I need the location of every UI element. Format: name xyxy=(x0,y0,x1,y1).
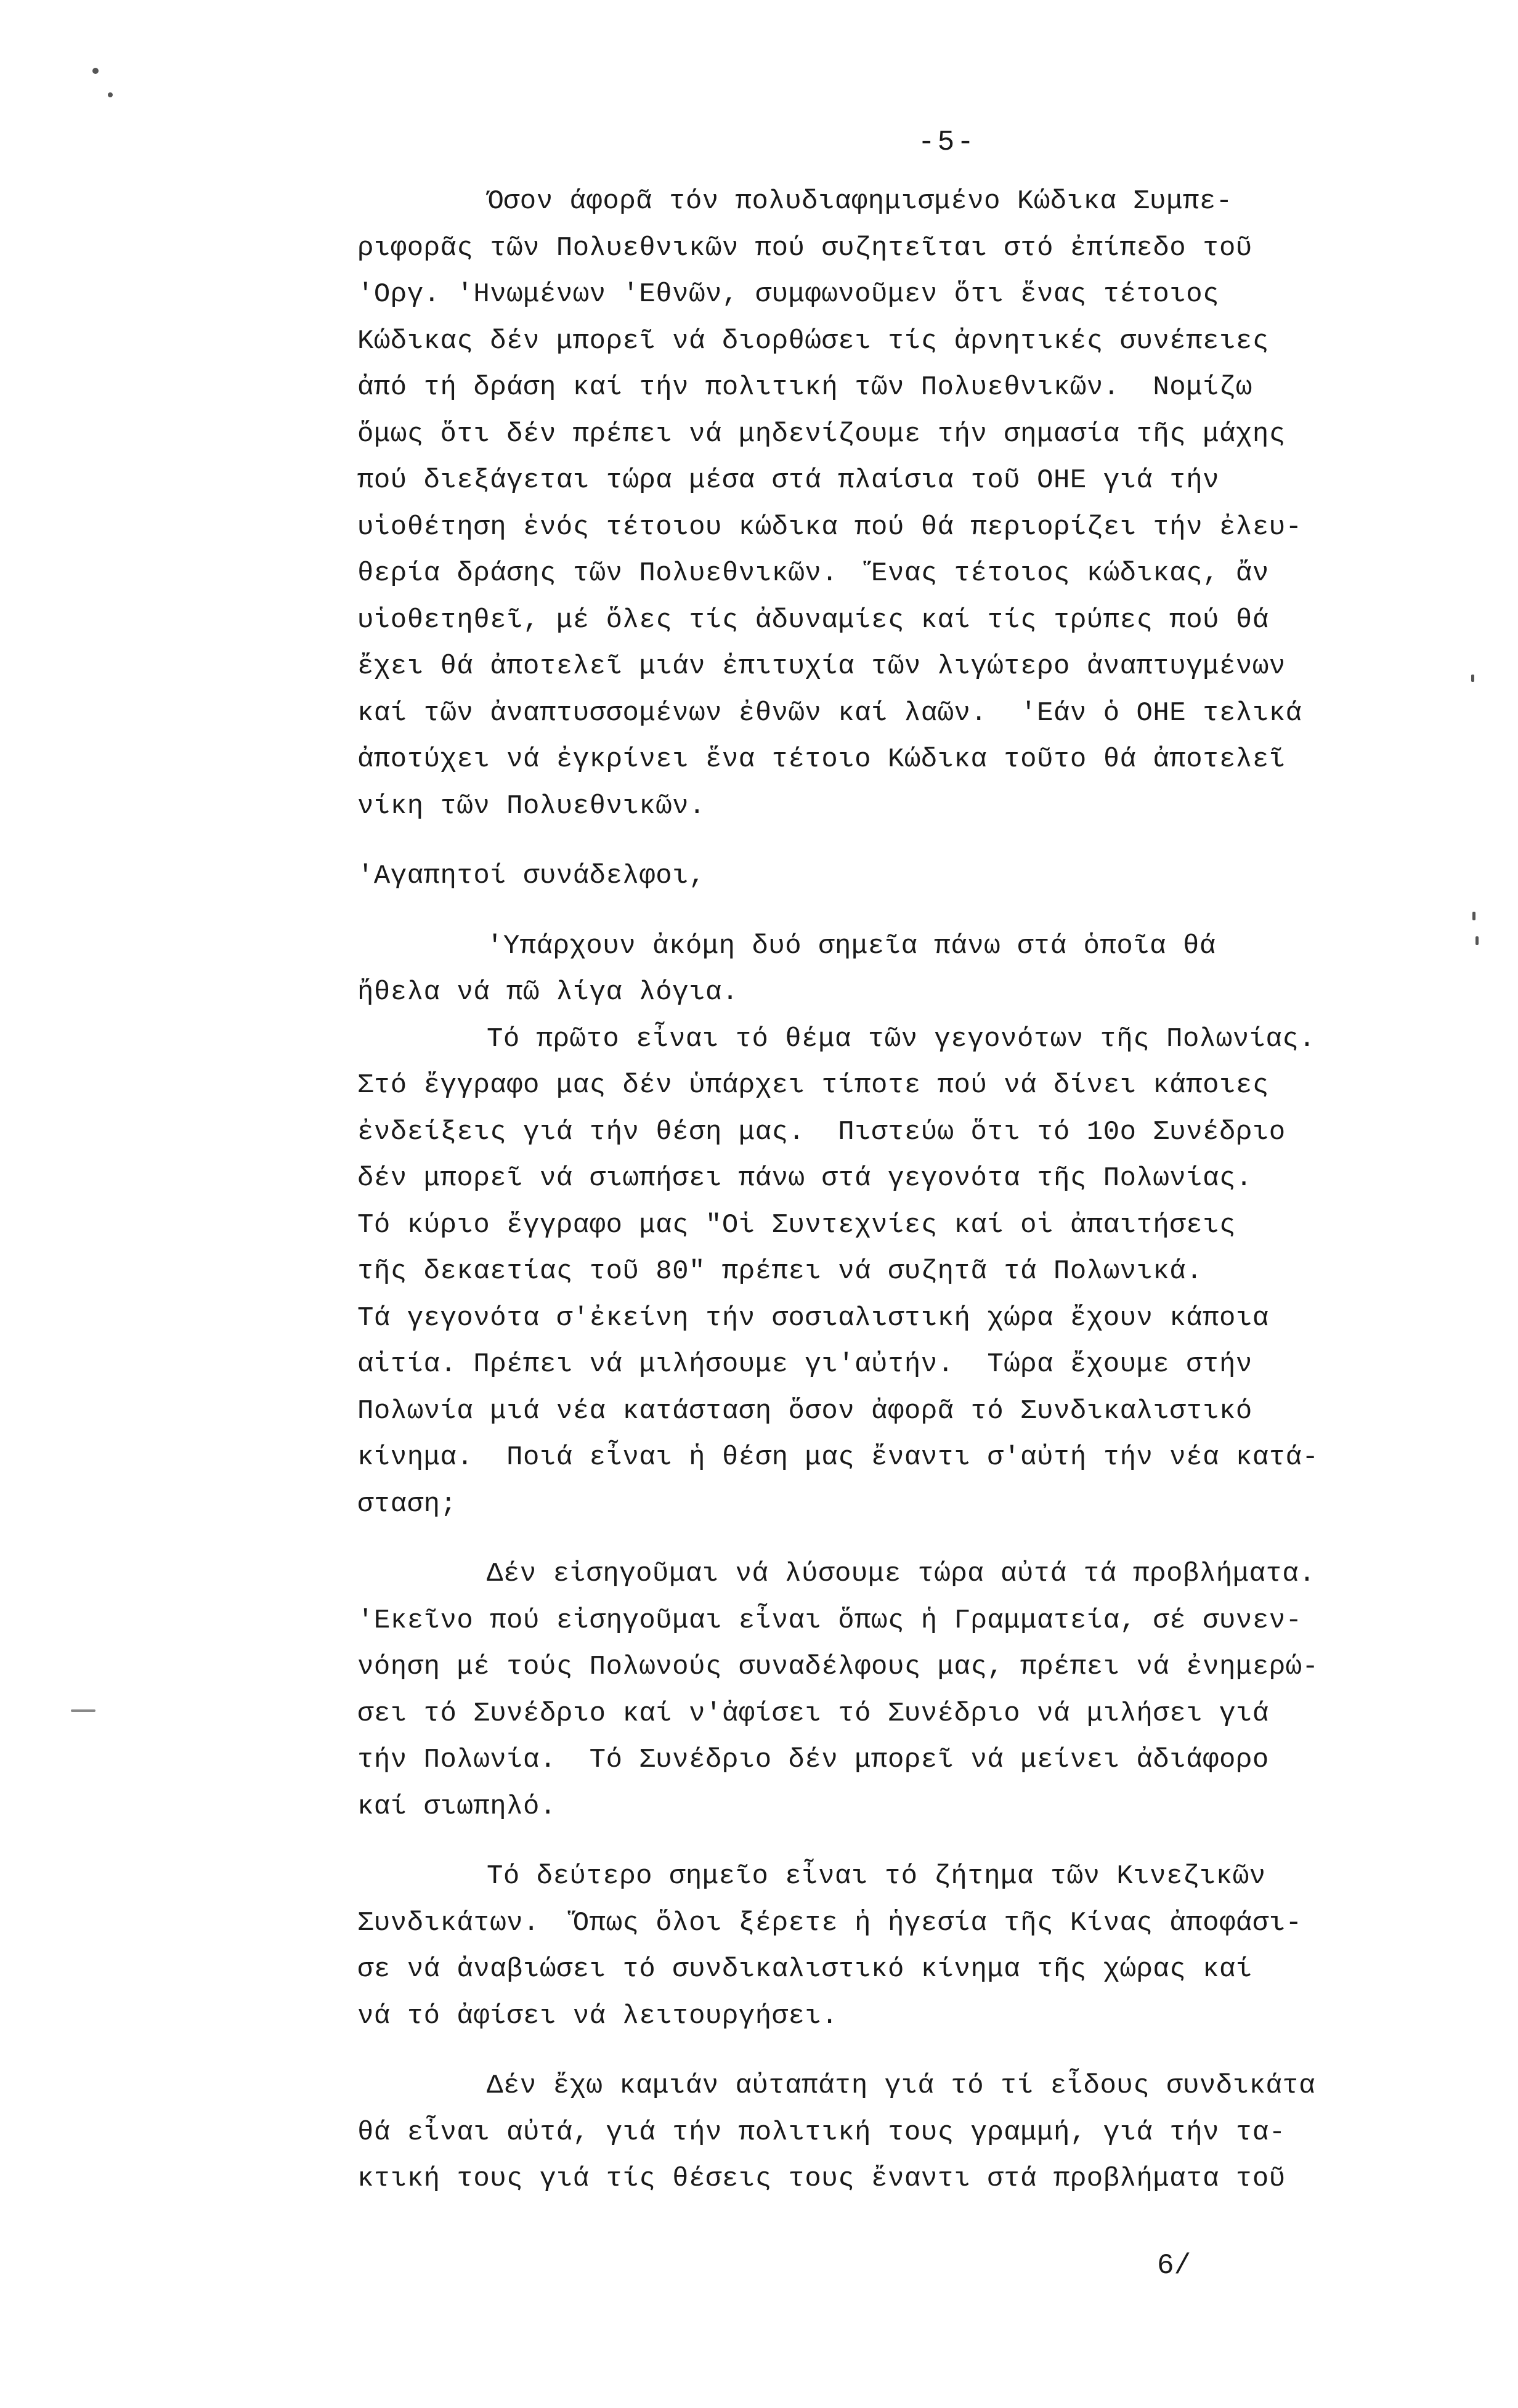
text-line: νίκη τῶν Πολυεθνικῶν. xyxy=(357,790,705,822)
text-line: Τό κύριο ἔγγραφο μας "Οἱ Συντεχνίες καί οἱ ἀπαιτήσεις xyxy=(357,1209,1236,1241)
text-line: 'Υπάρχουν ἀκόμη δυό σημεῖα πάνω στά ὁποῖα θά xyxy=(487,930,1216,962)
text-line: σταση; xyxy=(357,1488,457,1520)
text-line: θερία δράσης τῶν Πολυεθνικῶν. Ἕνας τέτοιος κώδικας, ἄν xyxy=(357,558,1269,589)
text-line: ἀπό τή δράση καί τήν πολιτική τῶν Πολυεθνικῶν. Νομίζω xyxy=(357,372,1252,403)
text-line: Τό δεύτερο σημεῖο εἶναι τό ζήτημα τῶν Κινεζικῶν xyxy=(487,1861,1266,1892)
text-line: κίνημα. Ποιά εἶναι ἡ θέση μας ἔναντι σ'αὐτή τήν νέα κατά- xyxy=(357,1442,1319,1473)
text-line: Τά γεγονότα σ'ἐκείνη τήν σοσιαλιστική χώρα ἔχουν κάποια xyxy=(357,1302,1269,1334)
document-body xyxy=(357,179,1429,2203)
text-line: ριφορᾶς τῶν Πολυεθνικῶν πού συζητεῖται στό ἐπίπεδο τοῦ xyxy=(357,232,1252,264)
scan-speck xyxy=(92,68,99,74)
text-line: Κώδικας δέν μπορεῖ νά διορθώσει τίς ἀρνητικές συνέπειες xyxy=(357,325,1269,357)
text-line: ἐνδείξεις γιά τήν θέση μας. Πιστεύω ὅτι τό 10ο Συνέδριο xyxy=(357,1116,1286,1148)
text-line: θά εἶναι αὐτά, γιά τήν πολιτική τους γραμμή, γιά τήν τα- xyxy=(357,2117,1286,2148)
text-line: νόηση μέ τούς Πολωνούς συναδέλφους μας, πρέπει νά ἐνημερώ- xyxy=(357,1652,1319,1682)
text-line: Δέν ἔχω καμιάν αὐταπάτη γιά τό τί εἶδους συνδικάτα xyxy=(487,2070,1316,2101)
salutation: 'Αγαπητοί συνάδελφοι, xyxy=(357,861,705,891)
text-line: Δέν εἰσηγοῦμαι νά λύσουμε τώρα αὐτά τά προβλήματα. xyxy=(487,1559,1316,1589)
text-line: σει τό Συνέδριο καί ν'ἀφίσει τό Συνέδριο νά μιλήσει γιά xyxy=(357,1698,1269,1729)
paragraph-gap xyxy=(357,1528,1429,1551)
text-line: νά τό ἀφίσει νά λειτουργήσει. xyxy=(357,2000,838,2032)
text-line: κτική τους γιά τίς θέσεις τους ἔναντι στά προβλήματα τοῦ xyxy=(357,2163,1286,2194)
text-line: 'Εκεῖνο πού εἰσηγοῦμαι εἶναι ὅπως ἡ Γραμματεία, σέ συνεν- xyxy=(357,1605,1302,1636)
paragraph-gap xyxy=(357,830,1429,853)
text-line: Τό πρῶτο εἶναι τό θέμα τῶν γεγονότων τῆς Πολωνίας. xyxy=(487,1023,1316,1055)
text-line: καί τῶν ἀναπτυσσομένων ἐθνῶν καί λαῶν. 'Εάν ὁ ΟΗΕ τελικά xyxy=(357,697,1302,729)
text-line: ἤθελα νά πῶ λίγα λόγια. xyxy=(357,977,739,1008)
continuation-reference: 6/ xyxy=(1157,2250,1191,2282)
paragraph-gap xyxy=(357,2040,1429,2063)
text-line: υἱοθέτηση ἑνός τέτοιου κώδικα πού θά περιορίζει τήν ἐλευ- xyxy=(357,511,1302,543)
text-line: αἰτία. Πρέπει νά μιλήσουμε γι'αὐτήν. Τώρα ἔχουμε στήν xyxy=(357,1349,1252,1380)
scan-speck xyxy=(108,92,113,97)
paragraph-gap xyxy=(357,1830,1429,1854)
text-line: τήν Πολωνία. Τό Συνέδριο δέν μπορεῖ νά μείνει ἀδιάφορο xyxy=(357,1745,1269,1775)
scan-speck xyxy=(71,1709,95,1712)
text-line: Όσον άφορᾶ τόν πολυδιαφημισμένο Κώδικα Συμπε- xyxy=(487,186,1233,217)
text-line: 'Οργ. 'Ηνωμένων 'Εθνῶν, συμφωνοῦμεν ὅτι ἕνας τέτοιος xyxy=(357,279,1220,310)
text-line: ὅμως ὅτι δέν πρέπει νά μηδενίζουμε τήν σημασία τῆς μάχης xyxy=(357,418,1286,450)
text-line: υἱοθετηθεῖ, μέ ὅλες τίς ἀδυναμίες καί τίς τρύπες πού θά xyxy=(357,604,1269,636)
text-line: ἀποτύχει νά ἐγκρίνει ἕνα τέτοιο Κώδικα τοῦτο θά ἀποτελεῖ xyxy=(357,744,1286,775)
text-line: ἔχει θά ἀποτελεῖ μιάν ἐπιτυχία τῶν λιγώτερο ἀναπτυγμένων xyxy=(357,651,1286,682)
text-line: Στό ἔγγραφο μας δέν ὑπάρχει τίποτε πού νά δίνει κάποιες xyxy=(357,1070,1269,1101)
text-line: πού διεξάγεται τώρα μέσα στά πλαίσια τοῦ ΟΗΕ γιά τήν xyxy=(357,465,1220,496)
text-line: Συνδικάτων. Ὅπως ὅλοι ξέρετε ἡ ἡγεσία τῆς Κίνας ἀποφάσι- xyxy=(357,1907,1302,1939)
text-line: καί σιωπηλό. xyxy=(357,1791,556,1822)
text-line: δέν μπορεῖ νά σιωπήσει πάνω στά γεγονότα τῆς Πολωνίας. xyxy=(357,1163,1252,1194)
text-line: Πολωνία μιά νέα κατάσταση ὅσον ἀφορᾶ τό Συνδικαλιστικό xyxy=(357,1395,1252,1427)
scan-speck xyxy=(1475,936,1479,945)
text-line: σε νά ἀναβιώσει τό συνδικαλιστικό κίνημα τῆς χώρας καί xyxy=(357,1954,1252,1985)
page-number: -5- xyxy=(918,126,976,158)
scan-speck xyxy=(1471,675,1474,682)
scan-speck xyxy=(1472,912,1475,920)
paragraph-gap xyxy=(357,900,1429,923)
text-line: τῆς δεκαετίας τοῦ 80" πρέπει νά συζητᾶ τά Πολωνικά. xyxy=(357,1256,1203,1287)
